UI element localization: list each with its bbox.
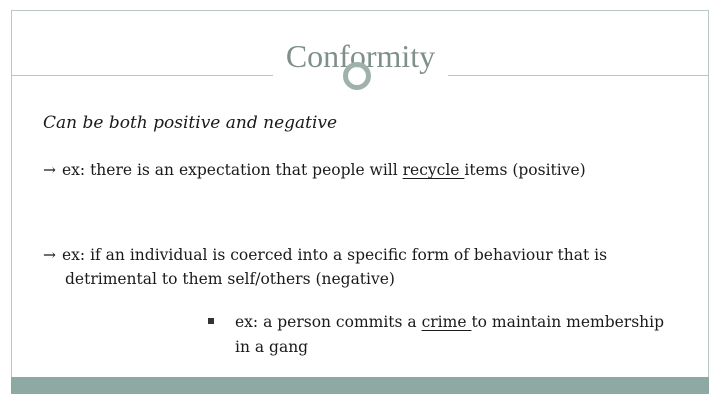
arrow-icon: → [43, 161, 56, 179]
bullet-item-1 [43, 158, 586, 182]
arrow-icon: → [43, 246, 56, 264]
sub-bullet-text-pre: ex: a person commits a [235, 313, 422, 331]
slide-subtitle: Can be both positive and negative [43, 113, 338, 133]
footer-accent-bar [11, 377, 709, 394]
slide-title: Conformity [285, 38, 436, 74]
square-bullet-icon [208, 318, 214, 324]
bullet-1-text-pre: ex: there is an expectation that people will [62, 161, 403, 179]
title-divider-left [11, 75, 273, 76]
bullet-1-text-post: items (positive) [464, 161, 586, 179]
sub-bullet-underlined-word: crime [421, 313, 472, 331]
sub-bullet-item [235, 310, 664, 334]
bullet-1-underlined-word: recycle [402, 161, 465, 179]
bullet-item-2 [43, 243, 607, 267]
title-divider-right [448, 75, 709, 76]
bullet-2-text-line1: ex: if an individual is coerced into a specific form of behaviour that is [62, 246, 608, 264]
bullet-2-text-line2: detrimental to them self/others (negative) [65, 270, 395, 288]
sub-bullet-text-line2: in a gang [235, 338, 309, 356]
sub-bullet-text-post: to maintain membership [471, 313, 665, 331]
title-ring-ornament [343, 62, 371, 90]
